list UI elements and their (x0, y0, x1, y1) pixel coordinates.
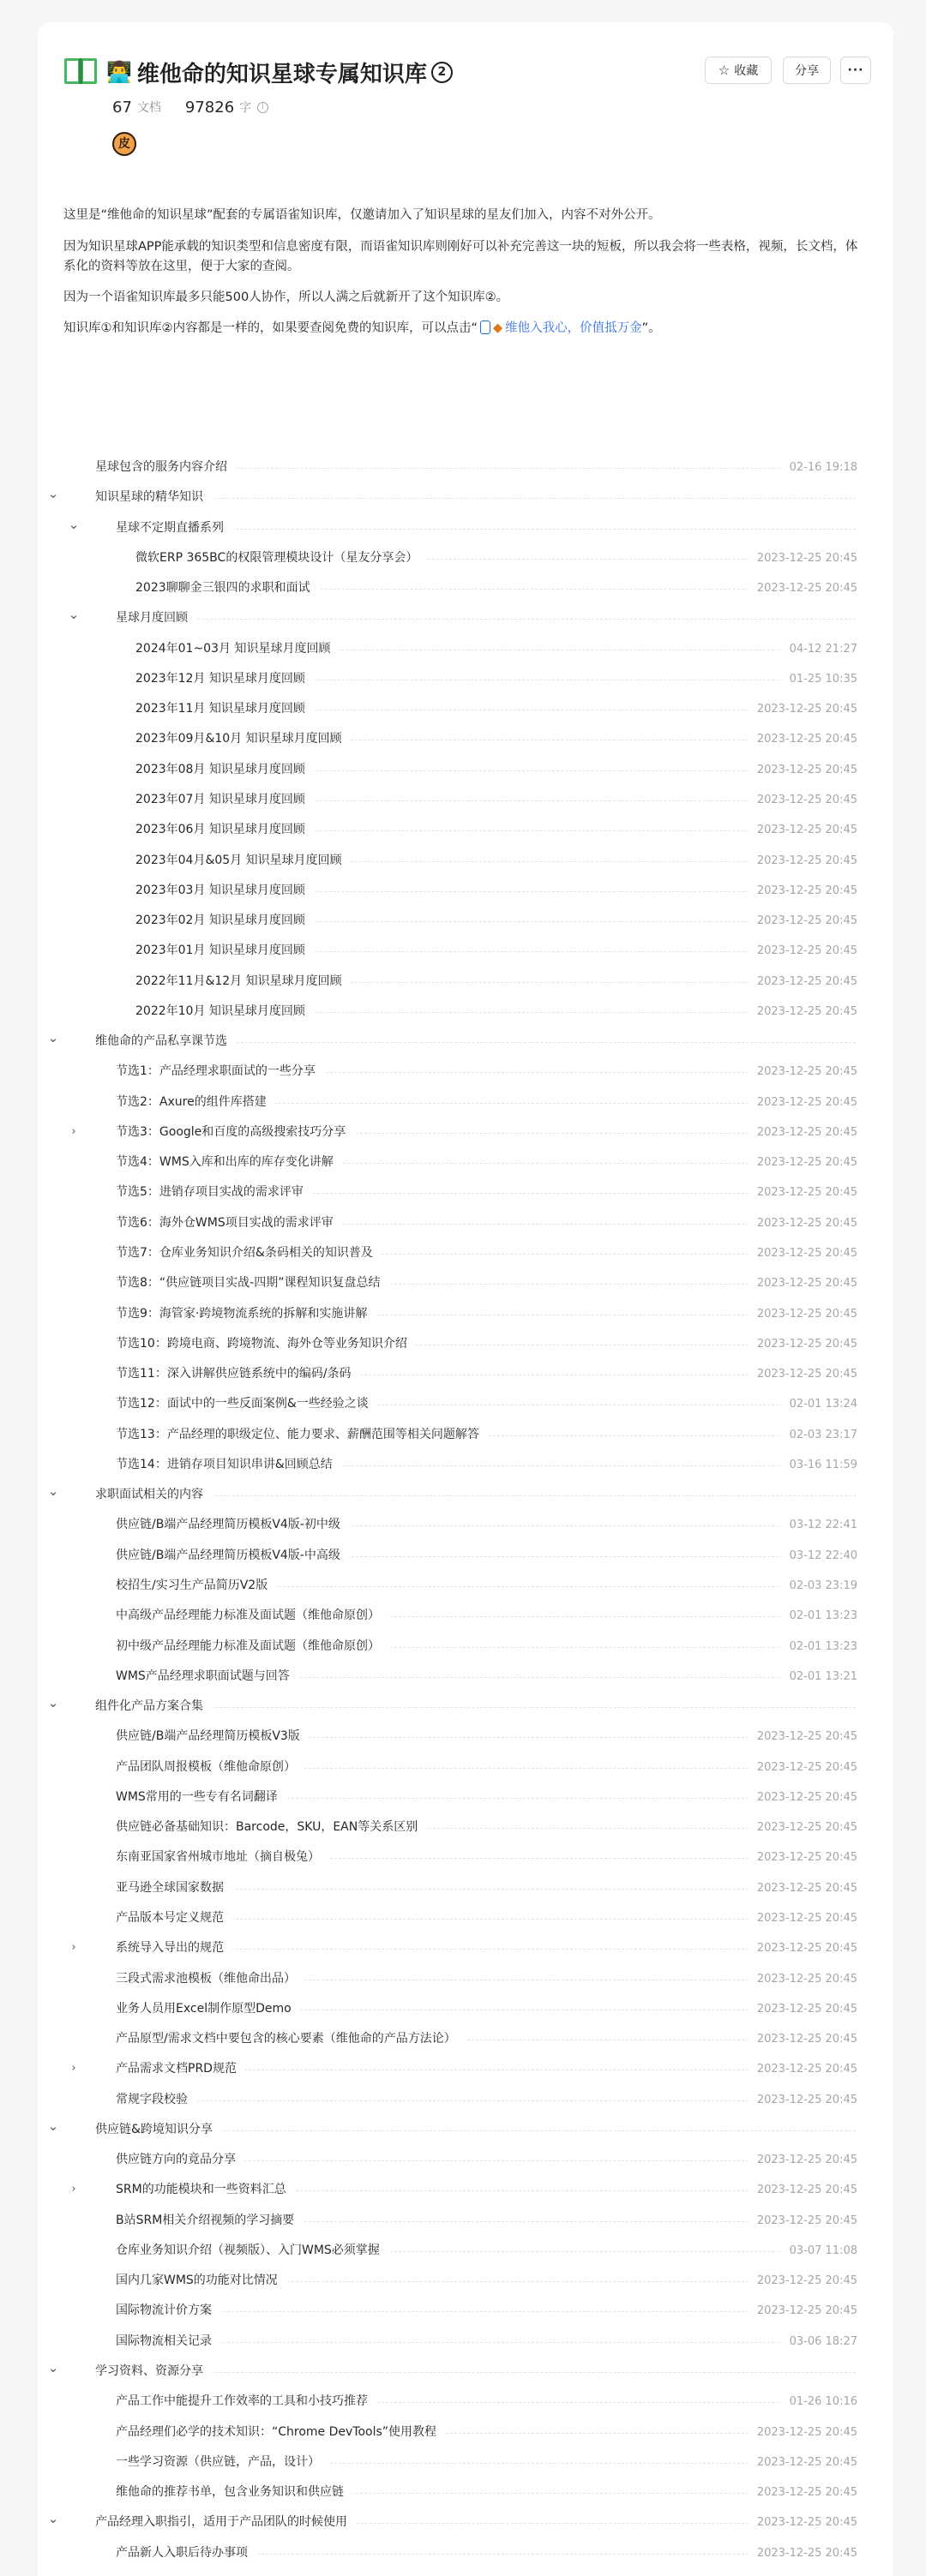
doc-unit: 文档 (136, 101, 161, 115)
toc-row-title[interactable]: 产品需求文档PRD规范 (116, 2061, 245, 2077)
toc-row[interactable] (38, 2236, 893, 2266)
gift-icon: ◆ (493, 321, 503, 335)
toc-row[interactable] (38, 1571, 893, 1601)
toc-row-title[interactable]: 维他命的产品私享课节选 (95, 1033, 236, 1050)
toc-row-title[interactable]: 2023年03月 知识星球月度回顾 (135, 883, 314, 899)
toc-row-title[interactable]: 一些学习资源（供应链，产品，设计） (116, 2454, 328, 2471)
toc-row-time: 2023-12-25 20:45 (749, 2152, 857, 2168)
avatar[interactable]: 皮 (112, 132, 136, 156)
toc-row-time: 03-16 11:59 (781, 1457, 857, 1473)
toc-row-time: 2023-12-25 20:45 (749, 1849, 857, 1866)
toc-row-title[interactable]: 节选8：“供应链项目实战-四期”课程知识复盘总结 (116, 1275, 388, 1291)
toc-row[interactable] (38, 1329, 893, 1359)
more-icon: ··· (847, 63, 864, 77)
toc-row[interactable] (38, 1722, 893, 1752)
toc-row-title[interactable]: 2023年11月 知识星球月度回顾 (135, 701, 314, 717)
toc-row-time: 2023-12-25 20:45 (749, 1336, 857, 1352)
title-row (106, 55, 453, 89)
toc-row-title[interactable]: 节选3：Google和百度的高级搜索技巧分享 (116, 1124, 354, 1141)
toc-row-title[interactable]: 2023年01月 知识星球月度回顾 (135, 943, 314, 959)
toc-row-time: 04-12 21:27 (781, 641, 857, 657)
toc-leader-line (116, 2342, 856, 2343)
free-kb-link[interactable]: 维他入我心，价值抵万金 (505, 321, 642, 335)
toc-row-time: 2023-12-25 20:45 (749, 701, 857, 717)
toc-leader-line (116, 2100, 856, 2101)
chevron-down-icon[interactable]: ⌄ (47, 2511, 59, 2527)
toc-row[interactable] (38, 2447, 893, 2477)
toc-row-title[interactable]: 知识星球的精华知识 (95, 489, 212, 506)
chevron-down-icon[interactable]: ⌄ (47, 2118, 59, 2134)
toc-row-title[interactable]: 系统导入导出的规范 (116, 1940, 232, 1956)
toc-row[interactable] (38, 603, 893, 633)
toc-row[interactable] (38, 694, 893, 724)
toc-row[interactable] (38, 1359, 893, 1389)
chevron-down-icon[interactable]: ⌄ (68, 516, 80, 532)
toc-row-time: 2023-12-25 20:45 (749, 580, 857, 596)
toc-row[interactable] (38, 2175, 893, 2205)
toc-row-time: 03-06 18:27 (781, 2333, 857, 2350)
toc-row-title[interactable]: 求职面试相关的内容 (95, 1487, 212, 1503)
toc-row[interactable] (38, 1994, 893, 2024)
intro-paragraph-3: 因为一个语雀知识库最多只能500人协作，所以人满之后就新开了这个知识库②。 (63, 291, 509, 304)
toc-row-title[interactable]: 2023年04月&05月 知识星球月度回顾 (135, 853, 351, 869)
toc-row-title[interactable]: 供应链/B端产品经理简历模板V4版-初中级 (116, 1517, 349, 1533)
toc-row-title[interactable]: 东南亚国家省州城市地址（摘自极兔） (116, 1849, 328, 1866)
toc-row[interactable] (38, 2417, 893, 2447)
toc-row-time: 2023-12-25 20:45 (749, 1063, 857, 1080)
title-number-badge: 2 (431, 62, 453, 83)
toc-row-time: 2023-12-25 20:45 (749, 1728, 857, 1745)
toc-row-time: 2023-12-25 20:45 (749, 1275, 857, 1291)
toc-row-time: 2023-12-25 20:45 (749, 853, 857, 869)
toc-row-title[interactable]: 节选1：产品经理求职面试的一些分享 (116, 1063, 324, 1080)
toc-row-time: 2023-12-25 20:45 (749, 1819, 857, 1836)
chevron-right-icon[interactable]: › (71, 1941, 76, 1955)
toc-row[interactable] (38, 2296, 893, 2326)
toc-row-title[interactable]: 节选4：WMS入库和出库的库存变化讲解 (116, 1154, 342, 1171)
toc-row-title[interactable]: 星球月度回顾 (116, 610, 196, 626)
toc-row-title[interactable]: 国内几家WMS的功能对比情况 (116, 2273, 286, 2289)
toc-row[interactable] (38, 755, 893, 785)
share-label: 分享 (795, 64, 819, 78)
toc-row-time: 2023-12-25 20:45 (749, 1880, 857, 1896)
knowledge-base-page (38, 22, 893, 2576)
toc-row-title[interactable]: 国际物流计价方案 (116, 2303, 220, 2319)
toc-row[interactable] (38, 1964, 893, 1994)
toc-row-title[interactable]: 组件化产品方案合集 (95, 1698, 212, 1715)
toc-row-title[interactable]: 产品经理入职指引，适用于产品团队的时候使用 (95, 2514, 356, 2531)
toc-row[interactable] (38, 1692, 893, 1722)
toc-row-time: 2023-12-25 20:45 (749, 731, 857, 747)
toc-row[interactable] (38, 2538, 893, 2568)
toc-row-title[interactable]: 星球包含的服务内容介绍 (95, 459, 236, 476)
toc-row[interactable] (38, 1903, 893, 1933)
toc-row-title[interactable]: 产品工作中能提升工作效率的工具和小技巧推荐 (116, 2393, 376, 2410)
toc-row-title[interactable]: 节选7：仓库业务知识介绍&条码相关的知识普及 (116, 1245, 382, 1261)
toc-row-title[interactable]: 初中级产品经理能力标准及面试题（维他命原创） (116, 1638, 388, 1655)
toc-row[interactable] (38, 513, 893, 543)
toc-row-time: 2023-12-25 20:45 (749, 943, 857, 959)
toc-row[interactable] (38, 1480, 893, 1510)
word-unit: 字 (239, 101, 252, 115)
toc-row-title[interactable]: 2022年10月 知识星球月度回顾 (135, 1003, 314, 1020)
toc-row-time: 2023-12-25 20:45 (749, 913, 857, 929)
toc-row-time: 2023-12-25 20:45 (749, 1306, 857, 1322)
toc-row[interactable] (38, 1177, 893, 1207)
toc-row[interactable] (38, 967, 893, 997)
toc-row[interactable] (38, 1268, 893, 1298)
toc-row[interactable] (38, 1752, 893, 1782)
toc-row-time: 02-03 23:17 (781, 1427, 857, 1443)
toc-row-title[interactable]: 节选5：进销存项目实战的需求评审 (116, 1184, 312, 1201)
toc-row-title[interactable]: 亚马逊全球国家数据 (116, 1880, 232, 1896)
toc-row-title[interactable]: 产品原型/需求文档中要包含的核心要素（维他命的产品方法论） (116, 2031, 465, 2047)
toc-row-time: 2023-12-25 20:45 (749, 2454, 857, 2471)
toc-row-title[interactable]: 星球不定期直播系列 (116, 520, 232, 536)
chevron-down-icon[interactable]: ⌄ (47, 486, 59, 502)
toc-row-title[interactable]: 节选6：海外仓WMS项目实战的需求评审 (116, 1215, 342, 1231)
intro-paragraph-4-prefix: 知识库①和知识库②内容都是一样的，如果要查阅免费的知识库，可以点击“ (63, 321, 478, 335)
toc-row[interactable] (38, 785, 893, 815)
toc-row-title[interactable]: 供应链&跨境知识分享 (95, 2122, 221, 2138)
toc-row[interactable] (38, 2387, 893, 2417)
collect-button[interactable] (705, 57, 772, 84)
toc-row-time: 2023-12-25 20:45 (749, 2303, 857, 2319)
toc-row[interactable] (38, 1873, 893, 1903)
toc-row-title[interactable]: 中高级产品经理能力标准及面试题（维他命原创） (116, 1608, 388, 1624)
toc-row-time: 2023-12-25 20:45 (749, 1003, 857, 1020)
toc-row[interactable] (38, 2477, 893, 2507)
toc-row-time: 2023-12-25 20:45 (749, 2182, 857, 2198)
toc-row[interactable] (38, 634, 893, 664)
toc-row-title[interactable]: 业务人员用Excel制作原型Demo (116, 2001, 300, 2017)
toc-row-time: 2023-12-25 20:45 (749, 1971, 857, 1987)
toc-row-title[interactable]: 校招生/实习生产品简历V2版 (116, 1578, 276, 1594)
toc-row-time: 2023-12-25 20:45 (749, 2213, 857, 2229)
intro-paragraph-4-suffix: ”。 (641, 321, 661, 335)
toc-row[interactable] (38, 482, 893, 512)
toc-row[interactable] (38, 2024, 893, 2054)
toc-row[interactable] (38, 846, 893, 876)
toc-row-title[interactable]: 2023年08月 知识星球月度回顾 (135, 762, 314, 778)
toc-row[interactable] (38, 452, 893, 482)
toc-row[interactable] (38, 1238, 893, 1268)
toc-row-time: 2023-12-25 20:45 (749, 1184, 857, 1201)
toc-row-title[interactable]: 维他命的推荐书单，包含业务知识和供应链 (116, 2484, 352, 2501)
more-button[interactable] (840, 57, 871, 84)
toc-row-time: 2023-12-25 20:45 (749, 2514, 857, 2531)
chevron-down-icon[interactable]: ⌄ (47, 1030, 59, 1046)
toc-row-title[interactable]: B站SRM相关介绍视频的学习摘要 (116, 2213, 303, 2229)
toc-row[interactable] (38, 2115, 893, 2145)
toc-row-time: 2023-12-25 20:45 (749, 2484, 857, 2501)
toc-row-title[interactable]: 产品版本号定义规范 (116, 1910, 232, 1926)
toc-row-time: 02-01 13:23 (781, 1608, 857, 1624)
toc-row-title[interactable]: WMS常用的一些专有名词翻译 (116, 1789, 286, 1806)
toc-row-title[interactable]: 2024年01~03月 知识星球月度回顾 (135, 641, 339, 657)
toc-leader-line (116, 2311, 856, 2312)
toc-row[interactable] (38, 997, 893, 1027)
star-icon: ☆ (718, 63, 731, 78)
toc-row[interactable] (38, 1842, 893, 1872)
toc-row[interactable] (38, 1057, 893, 1087)
toc-row-title[interactable]: 节选9：海管家·跨境物流系统的拆解和实施讲解 (116, 1306, 376, 1322)
toc-row-time: 2023-12-25 20:45 (749, 2545, 857, 2561)
toc-row[interactable] (38, 2507, 893, 2537)
chevron-down-icon[interactable]: ⌄ (47, 2360, 59, 2375)
toc-row-title[interactable]: 节选10：跨境电商、跨境物流、海外仓等业务知识介绍 (116, 1336, 416, 1352)
toc-row-time: 2023-12-25 20:45 (749, 1759, 857, 1776)
chevron-down-icon[interactable]: ⌄ (68, 607, 80, 623)
book-icon (63, 57, 98, 86)
doc-link-icon (480, 321, 490, 334)
toc-row[interactable] (38, 815, 893, 845)
toc-row[interactable] (38, 1450, 893, 1480)
chevron-down-icon[interactable]: ⌄ (47, 1483, 59, 1500)
toc-row-time: 02-03 23:19 (781, 1578, 857, 1594)
toc-row-title[interactable]: 产品经理们必学的技术知识：“Chrome DevTools”使用教程 (116, 2424, 445, 2441)
toc-row[interactable] (38, 1147, 893, 1177)
toc-row[interactable] (38, 1420, 893, 1450)
toc-row-title[interactable]: 节选12：面试中的一些反面案例&一些经验之谈 (116, 1396, 377, 1412)
toc-row-title[interactable]: 三段式需求池模板（维他命出品） (116, 1971, 304, 1987)
toc-row-time: 03-12 22:41 (781, 1517, 857, 1533)
toc-row-time: 03-12 22:40 (781, 1548, 857, 1564)
toc-row-time: 2023-12-25 20:45 (749, 2031, 857, 2047)
toc-row-title[interactable]: 学习资料、资源分享 (95, 2363, 212, 2380)
chevron-right-icon[interactable]: › (71, 2183, 76, 2196)
toc-row-title[interactable]: 2023年06月 知识星球月度回顾 (135, 822, 314, 838)
toc-row-time: 2023-12-25 20:45 (749, 762, 857, 778)
toc-row-time: 2023-12-25 20:45 (749, 822, 857, 838)
toc-row-title[interactable]: 国际物流相关记录 (116, 2333, 220, 2350)
toc-row-title[interactable]: 产品团队周报模板（维他命原创） (116, 1759, 304, 1776)
toc-row-title[interactable]: 2023年02月 知识星球月度回顾 (135, 913, 314, 929)
toc-row-title[interactable]: 2023年07月 知识星球月度回顾 (135, 792, 314, 808)
share-button[interactable] (783, 57, 831, 84)
toc-row-time: 2023-12-25 20:45 (749, 2092, 857, 2108)
intro-paragraph-1: 这里是“维他命的知识星球”配套的专属语雀知识库，仅邀请加入了知识星球的星友们加入，内容不对外公开。 (63, 208, 661, 222)
toc-row[interactable] (38, 876, 893, 906)
toc-row-time: 2023-12-25 20:45 (749, 792, 857, 808)
toc-row[interactable] (38, 1510, 893, 1540)
intro-paragraph-2: 因为知识星球APP能承载的知识类型和信息密度有限，而语雀知识库则刚好可以补充完善这一块的短板，所以我会将一些表格，视频，长文档，体系化的资料等放在这里，便于大家的查阅。 (63, 240, 858, 273)
kb-stats (112, 96, 268, 118)
toc-row-time: 2023-12-25 20:45 (749, 1245, 857, 1261)
toc-row[interactable] (38, 2054, 893, 2084)
toc-row[interactable] (38, 2357, 893, 2387)
toc-row-title[interactable]: 节选2：Axure的组件库搭建 (116, 1094, 275, 1111)
collect-label: 收藏 (734, 64, 759, 78)
toc-row-title[interactable]: 节选11：深入讲解供应链系统中的编码/条码 (116, 1366, 360, 1382)
toc-row-title[interactable]: 2023年12月 知识星球月度回顾 (135, 671, 314, 687)
toc-row[interactable] (38, 1208, 893, 1238)
doc-count: 67 (112, 98, 132, 117)
toc-row-time: 2023-12-25 20:45 (749, 2424, 857, 2441)
toc-row-time: 2023-12-25 20:45 (749, 2273, 857, 2289)
toc-row-time: 02-01 13:23 (781, 1638, 857, 1655)
toc-row[interactable] (38, 1812, 893, 1842)
toc-row[interactable] (38, 1782, 893, 1812)
toc-row[interactable] (38, 2206, 893, 2236)
chevron-down-icon[interactable]: ⌄ (47, 1695, 59, 1711)
toc-row-time: 2023-12-25 20:45 (749, 1154, 857, 1171)
intro-paragraph-4 (63, 319, 869, 338)
toc-row[interactable] (38, 2266, 893, 2296)
toc-row[interactable] (38, 1389, 893, 1419)
toc-row[interactable] (38, 1087, 893, 1117)
toc-row-title[interactable]: 2023聊聊金三银四的求职和面试 (135, 580, 319, 596)
toc-row-title[interactable]: 2022年11月&12月 知识星球月度回顾 (135, 973, 351, 990)
toc-row-time: 2023-12-25 20:45 (749, 1366, 857, 1382)
toc-row-time: 2023-12-25 20:45 (749, 2061, 857, 2077)
toc-row[interactable] (38, 573, 893, 603)
toc-row-time: 2023-12-25 20:45 (749, 550, 857, 566)
toc-row-title[interactable]: 仓库业务知识介绍（视频版）、入门WMS必须掌握 (116, 2243, 388, 2259)
toc-row-title[interactable]: 节选14：进销存项目知识串讲&回顾总结 (116, 1457, 341, 1473)
toc-row[interactable] (38, 906, 893, 936)
word-count: 97826 (184, 98, 235, 117)
toc-row-title[interactable]: 供应链/B端产品经理简历模板V4版-中高级 (116, 1548, 349, 1564)
toc-row-time: 02-01 13:21 (781, 1668, 857, 1685)
chevron-right-icon[interactable]: › (71, 2062, 76, 2076)
toc-row[interactable] (38, 1632, 893, 1662)
toc-row-title[interactable]: 供应链必备基础知识：Barcode，SKU，EAN等关系区别 (116, 1819, 426, 1836)
toc-row-time: 02-16 19:18 (781, 459, 857, 476)
toc-row-time: 2023-12-25 20:45 (749, 973, 857, 990)
toc-row-time: 01-26 10:16 (781, 2393, 857, 2410)
toc-row-title[interactable]: 供应链方向的竟品分享 (116, 2152, 244, 2168)
toc-row[interactable] (38, 1541, 893, 1571)
info-icon[interactable]: i (257, 102, 268, 113)
toc-row-title[interactable]: 供应链/B端产品经理简历模板V3版 (116, 1728, 309, 1745)
toc-row-time: 2023-12-25 20:45 (749, 883, 857, 899)
toc-row[interactable] (38, 724, 893, 754)
toc-row-title[interactable]: 常规字段校验 (116, 2092, 196, 2108)
toc-row-time: 2023-12-25 20:45 (749, 1215, 857, 1231)
toc-leader-line (116, 619, 856, 620)
toc-row[interactable] (38, 936, 893, 966)
toc-row[interactable] (38, 1299, 893, 1329)
page-title: 维他命的知识星球专属知识库 (136, 61, 427, 87)
toc-row-time: 02-01 13:24 (781, 1396, 857, 1412)
toc-row-time: 2023-12-25 20:45 (749, 1789, 857, 1806)
toc-row[interactable] (38, 2085, 893, 2115)
toc-row[interactable] (38, 1601, 893, 1631)
toc-row-time: 2023-12-25 20:45 (749, 1094, 857, 1111)
toc-row-title[interactable]: WMS产品经理求职面试题与回答 (116, 1668, 298, 1685)
toc-row-title[interactable]: 节选13：产品经理的职级定位、能力要求、薪酬范围等相关问题解答 (116, 1427, 488, 1443)
toc-row[interactable] (38, 1117, 893, 1147)
toc-row-time: 03-07 11:08 (781, 2243, 857, 2259)
toc-row[interactable] (38, 1933, 893, 1963)
toc-row[interactable] (38, 543, 893, 573)
toc-row[interactable] (38, 2145, 893, 2175)
toc-row-title[interactable]: 微软ERP 365BC的权限管理模块设计（星友分享会） (135, 550, 426, 566)
toc-row[interactable] (38, 1027, 893, 1057)
toc-row-title[interactable]: 2023年09月&10月 知识星球月度回顾 (135, 731, 351, 747)
toc-row-time: 01-25 10:35 (781, 671, 857, 687)
toc-row-title[interactable]: 产品新人入职后待办事项 (116, 2545, 256, 2561)
toc-row[interactable] (38, 2327, 893, 2357)
toc-row[interactable] (38, 664, 893, 694)
title-emoji: 👨‍💻 (106, 60, 132, 84)
toc-row-time: 2023-12-25 20:45 (749, 1940, 857, 1956)
toc-row-time: 2023-12-25 20:45 (749, 1124, 857, 1141)
chevron-right-icon[interactable]: › (71, 1124, 76, 1138)
toc-row-title[interactable]: SRM的功能模块和一些资料汇总 (116, 2182, 295, 2198)
toc-row-time: 2023-12-25 20:45 (749, 2001, 857, 2017)
toc-row-time: 2023-12-25 20:45 (749, 1910, 857, 1926)
toc-row[interactable] (38, 1662, 893, 1692)
